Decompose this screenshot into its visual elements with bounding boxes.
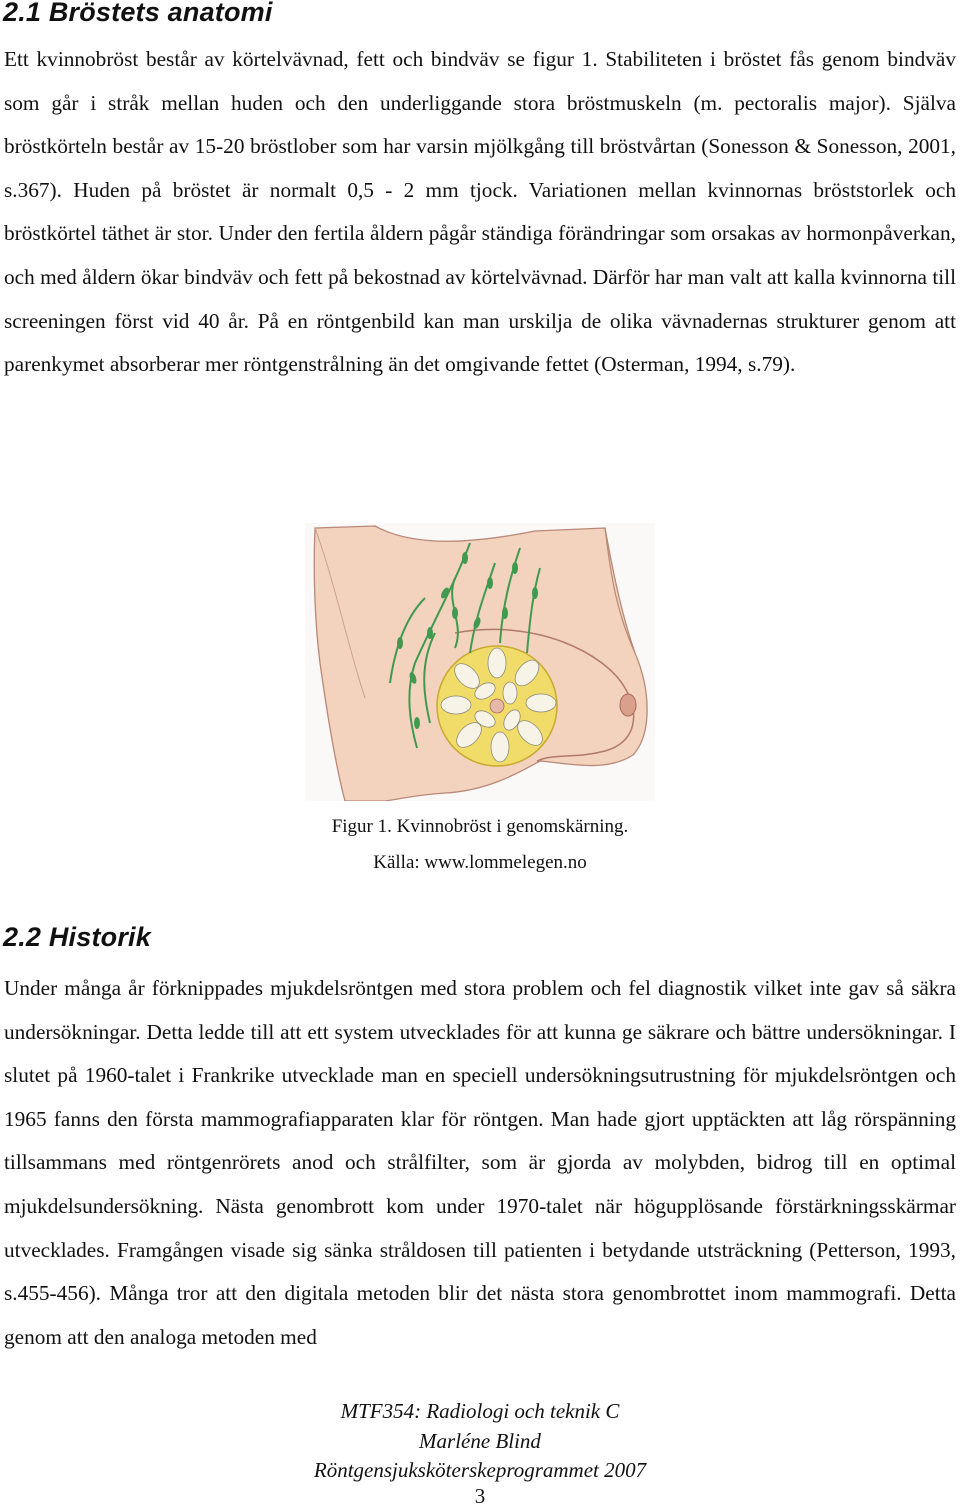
footer-course: MTF354: Radiologi och teknik C (340, 1399, 620, 1423)
breast-cross-section-illustration (305, 523, 655, 801)
footer-author: Marléne Blind (419, 1429, 541, 1453)
paragraph-anatomy: Ett kvinnobröst består av körtelvävnad, fett och bindväv se figur 1. Stabiliteten i bröstet fås genom bindväv som går i stråk mellan huden och den underliggande stora bröstmuskeln (m. pectoralis major). Själva bröstkörteln består av 15-20 bröstlober som har varsin mjölkgång till bröstvårtan (Sonesson & Sonesson, 2001, s.367). Huden på bröstet är normalt 0,5 - 2 mm tjock. Variationen mellan kvinnornas bröststorlek och bröstkörtel täthet är stor. Under den fertila åldern pågår ständiga förändringar som orsakas av hormonpåverkan, och med åldern ökar bindväv och fett på bekostnad av körtelvävnad. Därför har man valt att kalla kvinnorna till screeningen först vid 40 år. På en röntgenbild kan man urskilja de olika vävnadernas strukturer genom att parenkymet absorberar mer röntgenstrålning än det omgivande fettet (Osterman, 1994, s.79). (4, 47, 956, 377)
figure-source: Källa: www.lommelegen.no (373, 852, 587, 873)
paragraph-history: Under många år förknippades mjukdelsröntgen med stora problem och fel diagnostik vilket inte gav så säkra undersökningar. Detta ledde till att ett system utvecklades för att kunna ge säkrare och bättre undersökningar. I slutet på 1960-talet i Frankrike utvecklade man en speciell undersökningsutrustning för mjukdelsröntgen och 1965 fanns den första mammografiapparaten klar för röntgen. Man hade gjort upptäckten att låg rörspänning tillsammans med röntgenrörets anod och strålfilter, som är gjorda av molybden, bidrog till en optimal mjukdelsundersökning. Nästa genombrott kom under 1970-talet när högupplösande förstärkningsskärmar utvecklades. Framgången visade sig sänka stråldosen till patienten i betydande utsträckning (Petterson, 1993, s.455-456). Många tror att den digitala metoden blir det nästa stora genombrottet inom mammografi. Detta genom att den analoga metoden med (4, 976, 956, 1349)
footer-program: Röntgensjuksköterskeprogrammet 2007 (313, 1458, 647, 1482)
section-heading-anatomy: 2.1 Bröstets anatomi (3, 0, 273, 27)
page-number: 3 (474, 1484, 486, 1508)
section-heading-history: 2.2 Historik (3, 922, 151, 952)
figure-caption: Figur 1. Kvinnobröst i genomskärning. (331, 816, 629, 837)
